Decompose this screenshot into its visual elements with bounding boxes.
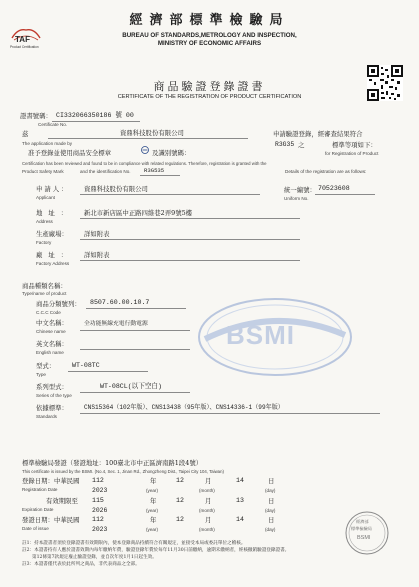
note-3: 註3：本證書僅代表於此所列之商品，非代表商品之全部。 xyxy=(22,562,140,567)
bsmi-watermark-text: BSMI xyxy=(226,320,295,350)
product-section-label: 商品種類名稱： xyxy=(22,282,67,290)
intro-company: 資鼎科技股份有限公司 xyxy=(120,129,184,137)
reg-date-year: 2023 xyxy=(92,487,108,494)
issue-date-day-word-en: (day) xyxy=(265,527,276,532)
standards-underline xyxy=(80,413,380,414)
cert-number-value: CI332066350186 號 00 xyxy=(56,112,134,119)
reg-date-roc: 112 xyxy=(92,477,104,484)
product-safety-mark-icon xyxy=(141,146,149,154)
address-label-en: Address xyxy=(36,219,53,224)
exp-date-month-word-en: (month) xyxy=(199,508,215,513)
applicant-label-en: Applicant xyxy=(36,195,55,200)
issue-date-day-word: 日 xyxy=(268,516,275,524)
issue-date-month-word: 月 xyxy=(205,516,212,524)
cert-number-label-en: Certificate No. xyxy=(38,122,68,127)
reg-date-label-en: Registration Date xyxy=(22,487,58,492)
cert-number-label: 證書號碼： xyxy=(20,112,52,120)
ccc-code-underline xyxy=(86,308,186,309)
cert-number-underline xyxy=(52,121,140,122)
issue-date-year-word-en: (year) xyxy=(146,527,158,532)
reg-date-month-word: 月 xyxy=(205,477,212,485)
english-name-label-en: English name xyxy=(36,350,64,355)
address-value: 新北市新店區中正路四維巷2弄9號5樓 xyxy=(84,209,193,217)
series-label-en: Series of the type xyxy=(36,393,72,398)
intro-prefix: 茲 xyxy=(22,130,29,138)
series-underline xyxy=(80,392,190,393)
exp-date-label-en: Expiration Date xyxy=(22,507,54,512)
standards-value: CNS15364（102年版）、CNS13438（95年版）、CNS14336-1（99年版） xyxy=(84,404,284,411)
product-section-label-en: Type/name of product xyxy=(22,291,67,296)
reg-date-month-word-en: (month) xyxy=(199,488,215,493)
uniform-no-label-en: Uniform No. xyxy=(284,196,309,201)
factory-address-underline xyxy=(80,260,300,261)
uniform-no-value: 70523608 xyxy=(318,185,350,192)
factory-underline xyxy=(80,239,300,240)
address-underline xyxy=(80,218,300,219)
type-value: WT-08TC xyxy=(72,362,100,369)
intro-standard-code: R3G35 xyxy=(275,141,295,148)
intro-standards-text: 標準等項如下： xyxy=(332,141,377,149)
factory-address-label-en: Factory Address xyxy=(36,261,70,266)
org-name-en-line1: BUREAU OF STANDARDS,METROLOGY AND INSPECTION, xyxy=(122,32,297,39)
reg-date-day-word: 日 xyxy=(268,477,275,485)
issue-date-label: 發證日期：中華民國 xyxy=(22,516,80,524)
exp-date-label: 有效期限至 xyxy=(46,497,78,505)
type-label: 型式： xyxy=(36,362,56,370)
chinese-name-label: 中文名稱： xyxy=(36,319,68,327)
intro-details-follow: Details of the registration are as follows: xyxy=(285,169,367,174)
standards-label-en: Standards xyxy=(36,414,57,419)
reg-date-month: 12 xyxy=(176,477,184,484)
exp-date-year-word-en: (year) xyxy=(146,508,158,513)
exp-date-year-word: 年 xyxy=(150,497,157,505)
issue-date-roc: 112 xyxy=(92,516,104,523)
exp-date-day-word: 日 xyxy=(268,497,275,505)
english-name-label: 英文名稱： xyxy=(36,340,68,348)
english-name-underline xyxy=(80,349,190,350)
seal-text-line2: 標準檢驗局 xyxy=(351,526,372,531)
exp-date-year: 2026 xyxy=(92,507,108,514)
intro-safety-mark-en: Product Safety Mark xyxy=(22,169,64,174)
factory-address-label: 廠址： xyxy=(36,251,74,259)
intro-company-underline xyxy=(48,138,248,139)
factory-label: 生產廠場： xyxy=(36,230,68,238)
certificate-title-cn: 商品驗證登錄證書 xyxy=(153,80,266,93)
note-2: 註2：本證書持有人應於證書效期內每年繳納年費，驗證登錄年費於每年11月30日前繳納，逾期未繳納者，經核撤銷驗證登錄證書。 xyxy=(22,548,290,553)
intro-id-number: R3G535 xyxy=(144,167,165,174)
applicant-value: 資鼎科技股份有限公司 xyxy=(84,185,148,193)
applicant-label: 申請人： xyxy=(36,185,70,193)
issue-date-month-word-en: (month) xyxy=(199,527,215,532)
ccc-code-label: 商品分類號列： xyxy=(36,300,81,308)
intro-identification-en: and the identification No. xyxy=(80,169,131,174)
factory-label-en: Factory xyxy=(36,240,52,245)
issuer-line-en: This certificate is issued by the BSMI. (No.4, Sec. 1, Jinan Rd., Zhongzheng Dist., Taipei City 104, Taiwan) xyxy=(22,469,224,474)
exp-date-roc: 115 xyxy=(92,497,104,504)
uniform-no-label: 統一編號： xyxy=(284,186,316,194)
uniform-no-underline xyxy=(315,194,375,195)
standards-label: 依據標準： xyxy=(36,404,68,412)
reg-date-day-word-en: (day) xyxy=(265,488,276,493)
intro-for-registration: for Registration of Product xyxy=(325,151,379,156)
factory-address-value: 詳如附表 xyxy=(84,251,110,259)
issuer-line-cn: 標準檢驗局發證（發證地址：100臺北市中正區濟南路1段4號） xyxy=(22,459,203,467)
org-name-cn: 經濟部標準檢驗局 xyxy=(129,13,290,28)
intro-grant-text: 准予登錄並使用商品安全標章 xyxy=(28,149,112,157)
intro-of: 之 xyxy=(298,141,305,149)
certificate-title-en: CERTIFICATE OF THE REGISTRATION OF PRODUCT CERTIFICATION xyxy=(117,94,302,100)
exp-date-day: 13 xyxy=(236,497,244,504)
chinese-name-label-en: Chinese name xyxy=(36,329,66,334)
org-name-en-line2: MINISTRY OF ECONOMIC AFFAIRS xyxy=(157,40,262,47)
applicant-underline xyxy=(80,194,260,195)
issue-date-year-word: 年 xyxy=(150,516,157,524)
series-label: 系列型式： xyxy=(36,383,68,391)
taf-text: TAF xyxy=(15,35,30,44)
reg-date-day: 14 xyxy=(236,477,244,484)
intro-apply-text: 申請驗證登錄，經審查結果符合 xyxy=(273,130,363,138)
factory-value: 詳如附表 xyxy=(84,230,110,238)
chinese-name-value: 全功能無線充電行動電源 xyxy=(84,321,148,327)
exp-date-month-word: 月 xyxy=(205,497,212,505)
reg-date-label: 登錄日期：中華民國 xyxy=(22,477,80,485)
exp-date-month: 12 xyxy=(176,497,184,504)
reg-date-year-word-en: (year) xyxy=(146,488,158,493)
reg-date-year-word: 年 xyxy=(150,477,157,485)
exp-date-day-word-en: (day) xyxy=(265,508,276,513)
issue-date-label-en: Date of issue xyxy=(22,526,49,531)
seal-text-bsmi: BSMI xyxy=(357,535,371,541)
intro-id-text: 及識別號碼： xyxy=(152,149,191,157)
issue-date-day: 14 xyxy=(236,516,244,523)
seal-text-line1: 經濟部 xyxy=(356,519,369,524)
address-label: 地址： xyxy=(36,209,74,217)
type-underline xyxy=(68,371,148,372)
intro-application-made-by: The application made by xyxy=(22,141,73,146)
ccc-code-label-en: C.C.C Code xyxy=(36,310,61,315)
intro-compliance-text: Certification has been reviewed and found to be in compliance with related regulations. Therefore, registration is granted with the xyxy=(22,161,267,166)
note-1: 註1：持本證書者須於登錄證書有效期限內，使本登錄商品持續符合有關規定，並接受本局或委託單位之稽核。 xyxy=(22,541,246,546)
chinese-name-underline xyxy=(80,330,190,331)
issue-date-month: 12 xyxy=(176,516,184,523)
intro-id-underline xyxy=(140,175,180,176)
series-value: WT-08CL(以下空白) xyxy=(100,383,162,390)
note-2-cont: 第12條第7款規定廢止驗證登錄，並自次年度1月1日起生效。 xyxy=(32,555,157,560)
ccc-code-value: 8507.60.00.10.7 xyxy=(90,299,150,306)
issue-date-year: 2023 xyxy=(92,526,108,533)
taf-subtext: Product Certification xyxy=(10,45,39,49)
type-label-en: Type xyxy=(36,372,46,377)
